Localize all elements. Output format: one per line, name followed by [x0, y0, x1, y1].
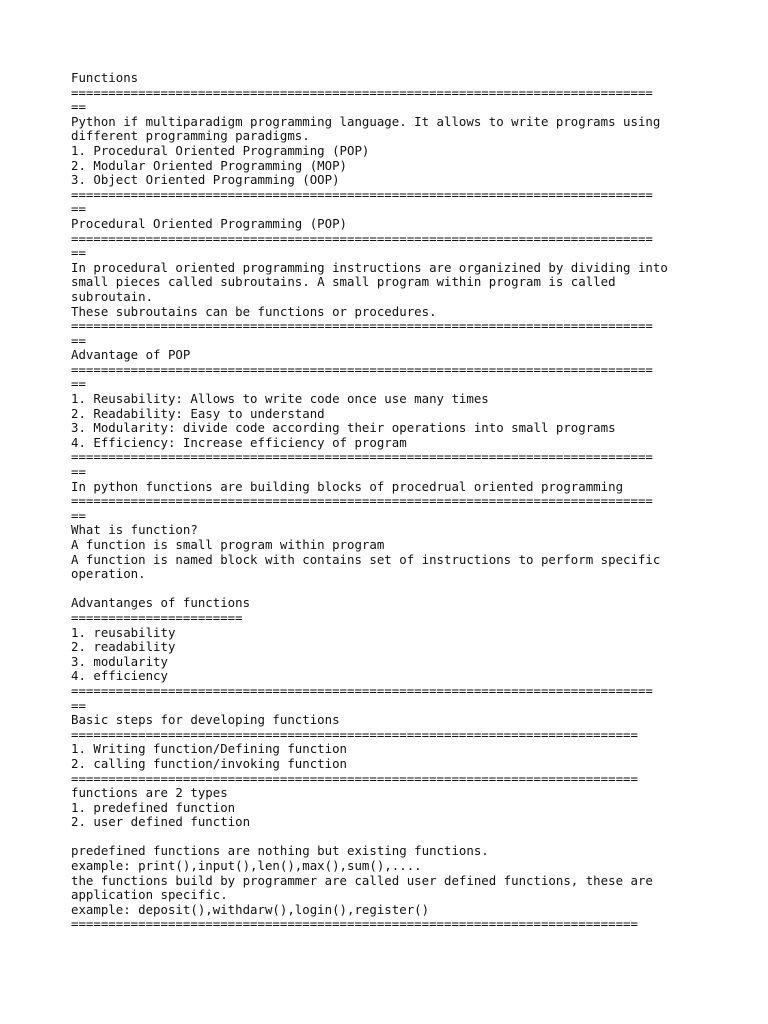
document-page [71, 71, 711, 932]
text-line: 2. Modular Oriented Programming (MOP) [71, 157, 348, 173]
text-line: subroutain. [71, 288, 154, 304]
text-line: 4. efficiency [71, 668, 168, 684]
text-line: In procedural oriented programming instructions are organizined by dividing into [71, 259, 668, 275]
text-line: Procedural Oriented Programming (POP) [71, 215, 348, 231]
text-line: example: deposit(),withdarw(),login(),register() [71, 901, 430, 917]
text-line: 1. reusability [71, 624, 176, 640]
text-line: different programming paradigms. [71, 128, 310, 144]
text-line: 1. Procedural Oriented Programming (POP) [71, 142, 370, 158]
text-line: ============================================================================ [71, 916, 638, 932]
text-line: 2. calling function/invoking function [71, 755, 348, 771]
text-line: 1. Writing function/Defining function [71, 741, 348, 757]
text-line: small pieces called subroutains. A small program within program is called [71, 274, 616, 290]
text-line: the functions build by programmer are called user defined functions, these are [71, 872, 653, 888]
text-line: functions are 2 types [71, 785, 228, 801]
text-line: example: print(),input(),len(),max(),sum(),.... [71, 858, 422, 874]
text-line: In python functions are building blocks of procedrual oriented programming [71, 478, 624, 494]
text-line: 2. user defined function [71, 814, 251, 830]
text-line: == [71, 507, 86, 523]
text-line: ======================= [71, 609, 243, 625]
text-line: Advantage of POP [71, 347, 191, 363]
text-line: ============================================================================== [71, 318, 653, 334]
text-line: 4. Efficiency: Increase efficiency of program [71, 434, 407, 450]
text-line: A function is small program within program [71, 537, 385, 552]
text-line: == [71, 376, 86, 392]
text-line: 1. predefined function [71, 799, 236, 815]
text-line: ============================================================================ [71, 770, 638, 786]
text-line: 3. Modularity: divide code according their operations into small programs [71, 420, 616, 436]
text-line: == [71, 697, 86, 713]
text-line: == [71, 332, 86, 348]
text-line: ============================================================================ [71, 726, 638, 742]
text-line: == [71, 99, 86, 115]
text-line: ============================================================================== [71, 84, 653, 100]
text-line: 3. Object Oriented Programming (OOP) [71, 172, 340, 188]
text-line: Advantanges of functions [71, 595, 251, 611]
text-line: == [71, 245, 86, 261]
text-line: A function is named block with contains set of instructions to perform specific [71, 551, 661, 567]
text-line: Basic steps for developing functions [71, 712, 340, 728]
text-line: 3. modularity [71, 653, 168, 669]
text-line [71, 830, 711, 845]
text-line: Python if multiparadigm programming language. It allows to write programs using [71, 113, 661, 129]
text-line: What is function? [71, 522, 198, 538]
text-line: predefined functions are nothing but existing functions. [71, 843, 489, 859]
text-line: application specific. [71, 887, 228, 903]
text-line: 2. readability [71, 639, 176, 655]
text-line: ============================================================================== [71, 493, 653, 509]
text-line: ============================================================================== [71, 449, 653, 465]
text-line: ============================================================================== [71, 230, 653, 246]
text-line: ============================================================================== [71, 186, 653, 202]
text-line: 2. Readability: Easy to understand [71, 405, 325, 421]
text-line: ============================================================================== [71, 361, 653, 377]
text-line [71, 582, 711, 597]
text-line: 1. Reusability: Allows to write code once use many times [71, 391, 489, 407]
text-line: These subroutains can be functions or procedures. [71, 303, 437, 319]
text-line: Functions [71, 70, 139, 85]
text-line: operation. [71, 566, 146, 582]
text-line: == [71, 464, 86, 480]
text-line: == [71, 201, 86, 217]
text-line: ============================================================================== [71, 682, 653, 698]
